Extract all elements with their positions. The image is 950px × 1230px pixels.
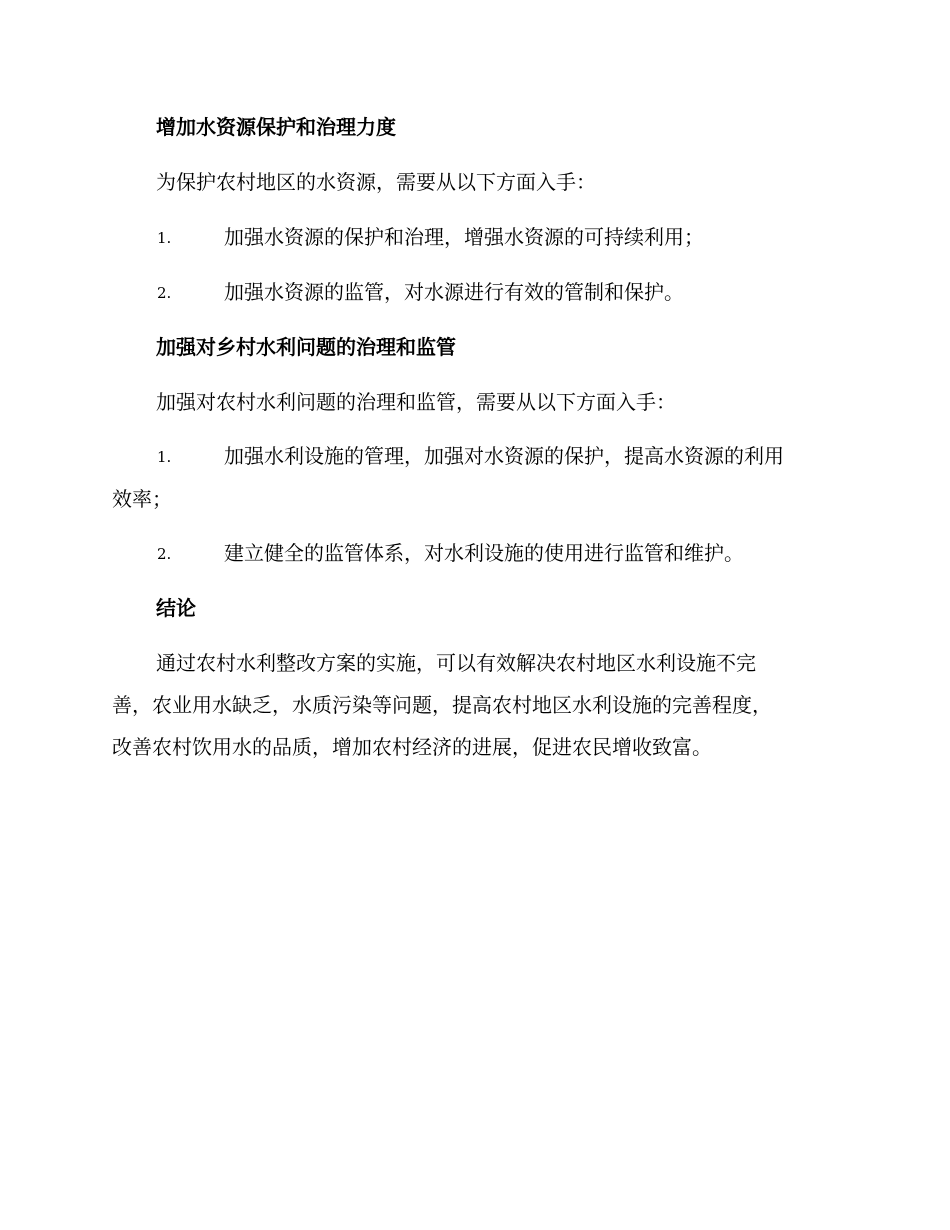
list-item-text-continuation: 效率；: [112, 487, 172, 511]
list-item-number: 2.: [157, 545, 172, 563]
section-heading: 增加水资源保护和治理力度: [156, 115, 396, 139]
paragraph-line: 善，农业用水缺乏，水质污染等问题，提高农村地区水利设施的完善程度，: [112, 693, 772, 717]
section-heading: 加强对乡村水利问题的治理和监管: [156, 335, 456, 359]
list-item-text: 建立健全的监管体系，对水利设施的使用进行监管和维护。: [224, 541, 744, 565]
paragraph-line: 改善农村饮用水的品质，增加农村经济的进展，促进农民增收致富。: [112, 735, 712, 759]
section-intro: 加强对农村水利问题的治理和监管，需要从以下方面入手：: [156, 390, 676, 414]
list-item-text: 加强水资源的保护和治理，增强水资源的可持续利用；: [224, 225, 704, 249]
list-item-text: 加强水利设施的管理，加强对水资源的保护，提高水资源的利用: [224, 444, 784, 468]
list-item-text: 加强水资源的监管，对水源进行有效的管制和保护。: [224, 280, 684, 304]
section-intro: 为保护农村地区的水资源，需要从以下方面入手：: [156, 170, 596, 194]
paragraph-line: 通过农村水利整改方案的实施，可以有效解决农村地区水利设施不完: [156, 651, 756, 675]
list-item-number: 2.: [157, 284, 172, 302]
list-item-number: 1.: [157, 448, 172, 466]
section-heading: 结论: [156, 596, 196, 620]
list-item-number: 1.: [157, 229, 172, 247]
